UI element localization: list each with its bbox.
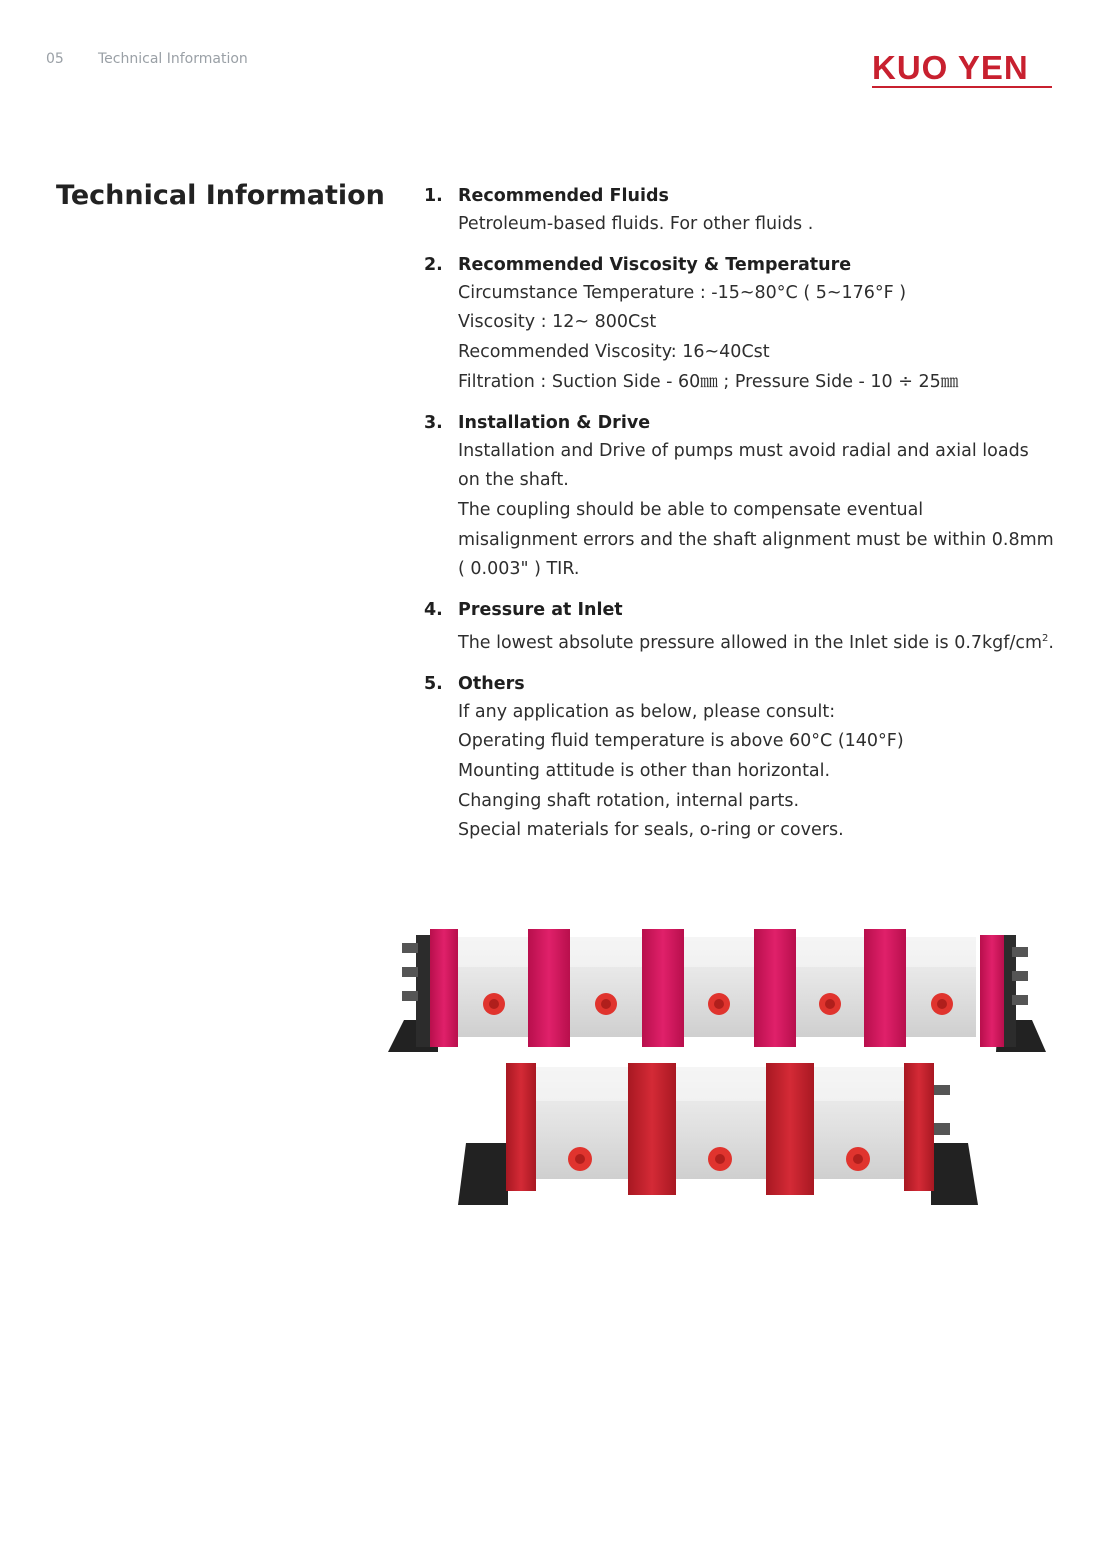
item-line <box>458 624 1074 659</box>
item-title: Recommended Viscosity & Temperature <box>458 254 852 275</box>
item-title: Installation & Drive <box>458 412 651 433</box>
list-item <box>424 409 1074 586</box>
brand-logo: KUO YEN <box>872 49 1029 86</box>
item-line: If any application as below, please consult: <box>458 701 836 722</box>
header-section-title: Technical Information <box>98 51 248 67</box>
item-line: misalignment errors and the shaft alignment must be within 0.8mm <box>458 529 1054 550</box>
item-line: Filtration : Suction Side - 60㎜ ; Pressure Side - 10 ÷ 25㎜ <box>458 371 959 392</box>
list-item <box>424 596 1074 659</box>
item-line: Petroleum-based fluids. For other fluids . <box>458 214 814 234</box>
item-line: Viscosity : 12~ 800Cst <box>458 312 657 333</box>
page-number: 05 <box>46 51 64 67</box>
list-item <box>424 251 1074 398</box>
item-line: Circumstance Temperature : -15~80°C ( 5~176°F ) <box>458 282 907 303</box>
item-line: Special materials for seals, o-ring or covers. <box>458 820 844 841</box>
list-item <box>424 182 1074 240</box>
inlet-pressure-text: The lowest absolute pressure allowed in the Inlet side is 0.7kgf/cm <box>458 632 1043 653</box>
item-title: Recommended Fluids <box>458 186 669 206</box>
item-number: 5. <box>424 673 443 694</box>
item-line: Changing shaft rotation, internal parts. <box>458 790 800 811</box>
item-title: Pressure at Inlet <box>458 600 623 621</box>
period: . <box>1048 632 1054 653</box>
item-number: 1. <box>424 186 443 206</box>
item-number: 3. <box>424 412 443 433</box>
five-section-divider <box>388 929 1046 1052</box>
brand-underline <box>872 86 1052 88</box>
superscript: 2 <box>1042 633 1049 645</box>
page-title: Technical Information <box>56 180 385 211</box>
item-line: Mounting attitude is other than horizontal. <box>458 760 831 781</box>
technical-info-list <box>424 182 1074 857</box>
flow-divider-product-photo <box>386 925 1050 1210</box>
item-line: The coupling should be able to compensate eventual <box>458 499 924 520</box>
item-number: 2. <box>424 254 443 275</box>
item-line: Recommended Viscosity: 16~40Cst <box>458 342 770 363</box>
three-section-divider <box>458 1063 978 1205</box>
item-line: Operating fluid temperature is above 60°C (140°F) <box>458 731 904 752</box>
item-line: Installation and Drive of pumps must avoid radial and axial loads <box>458 440 1029 461</box>
list-item <box>424 670 1074 847</box>
item-line: ( 0.003" ) TIR. <box>458 559 580 580</box>
item-title: Others <box>458 673 525 694</box>
item-number: 4. <box>424 600 443 621</box>
item-line: on the shaft. <box>458 470 569 491</box>
